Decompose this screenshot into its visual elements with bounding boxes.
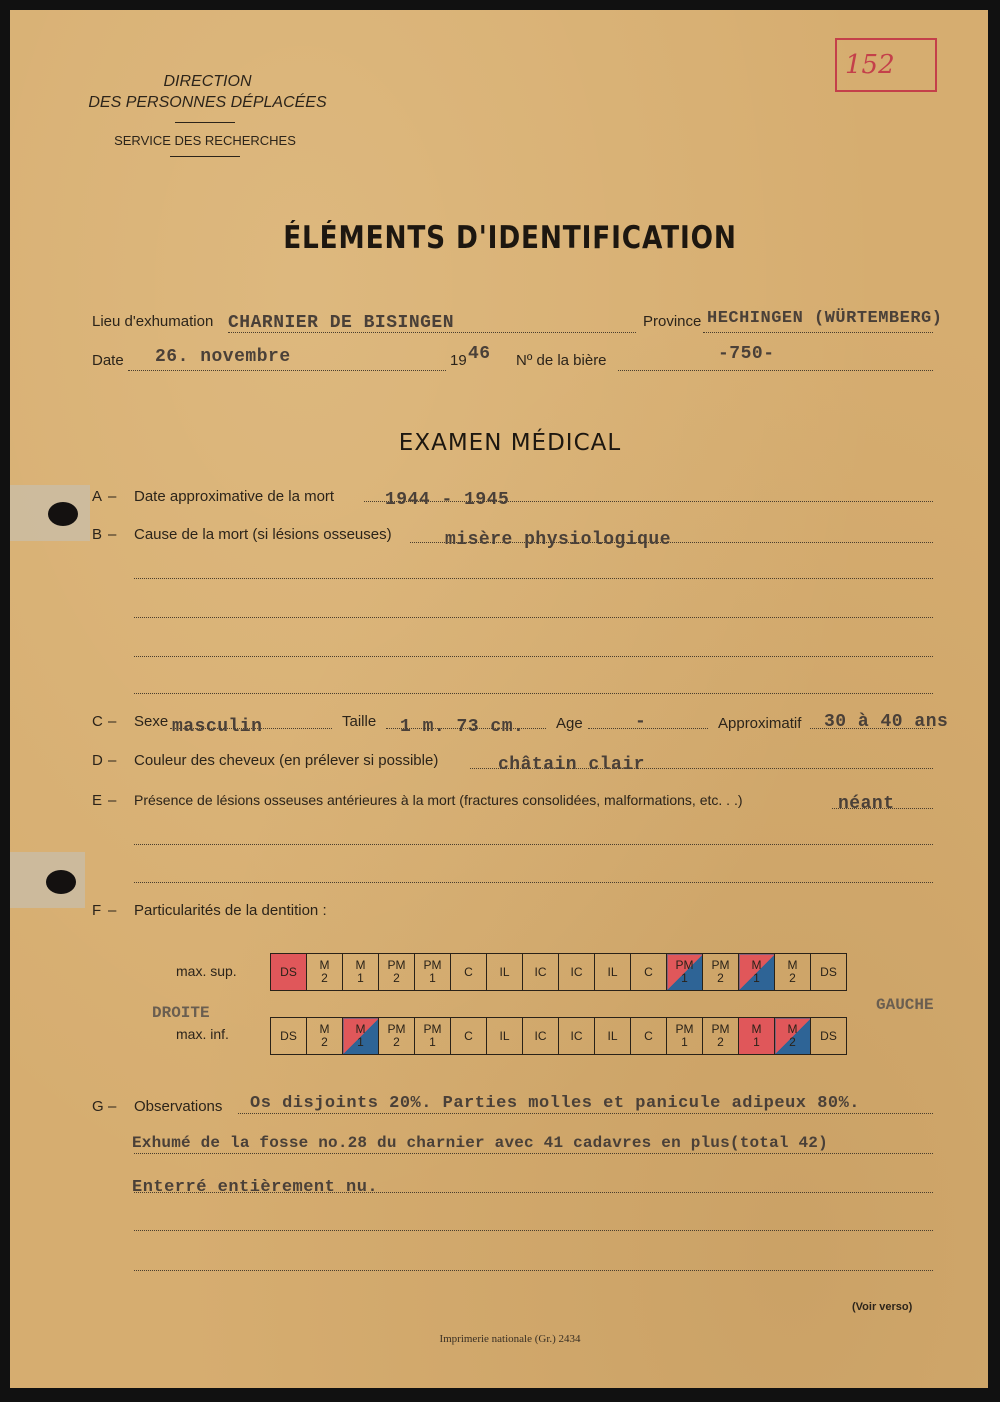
province-value: HECHINGEN (WÜRTEMBERG) [707, 309, 943, 328]
voir-verso: (Voir verso) [852, 1301, 913, 1313]
service-label: SERVICE DES RECHERCHES [114, 133, 296, 148]
section-b-value: misère physiologique [445, 530, 672, 550]
tooth-label: DS [280, 1028, 297, 1043]
tooth-label: PM [711, 958, 730, 972]
section-b-letter: B [92, 526, 103, 543]
tooth-label: DS [820, 964, 837, 979]
lower-tooth-cell [595, 1018, 631, 1055]
tooth-number: 1 [753, 971, 760, 985]
file-number: 152 [845, 50, 895, 80]
lower-tooth-cell [739, 1018, 775, 1055]
date-value: 26. novembre [155, 347, 291, 367]
tooth-label: IL [499, 964, 510, 979]
section-e-label: Présence de lésions osseuses antérieures à la mort (fractures consolidées, malformations, etc. . .) [134, 792, 743, 808]
lower-tooth-cell [523, 1018, 559, 1055]
exam-title: EXAMEN MÉDICAL [398, 430, 622, 456]
section-a-dash: – [108, 488, 117, 505]
section-f-dash: – [108, 902, 117, 919]
tooth-label: IL [499, 1028, 510, 1043]
punch-hole-bottom [46, 870, 76, 894]
tooth-label: C [644, 1028, 653, 1043]
tooth-label: IC [570, 1028, 583, 1043]
lieu-label: Lieu d'exhumation [92, 313, 214, 330]
upper-tooth-cell [523, 954, 559, 991]
upper-tooth-cell [379, 954, 415, 991]
section-e-extra-line-1 [134, 844, 933, 845]
age-label: Age [556, 715, 583, 732]
province-label: Province [643, 313, 702, 330]
tooth-label: IC [534, 1028, 547, 1043]
org-line1: DIRECTION [163, 73, 252, 90]
section-d-letter: D [92, 752, 103, 769]
age-value: - [635, 712, 647, 732]
taille-value: 1 m. 73 cm. [400, 717, 525, 737]
tooth-number: 2 [321, 971, 328, 985]
tooth-label: M [751, 958, 762, 972]
lower-tooth-cell [379, 1018, 415, 1055]
upper-tooth-cell [343, 954, 379, 991]
upper-tooth-cell [487, 954, 523, 991]
tooth-label: PM [675, 958, 694, 972]
observation-line-3: Enterré entièrement nu. [132, 1178, 379, 1197]
biere-line [618, 370, 933, 371]
section-c-dash: – [108, 713, 117, 730]
section-e-value: néant [838, 794, 895, 814]
year-prefix: 19 [450, 352, 467, 369]
section-b-extra-line-1 [134, 578, 933, 579]
observation-line-1: Os disjoints 20%. Parties molles et panicule adipeux 80%. [250, 1094, 860, 1113]
imprint: Imprimerie nationale (Gr.) 2434 [439, 1333, 581, 1345]
sexe-label: Sexe [134, 713, 169, 730]
tooth-number: 2 [393, 971, 400, 985]
tooth-label: IL [607, 964, 618, 979]
header-rule [175, 122, 235, 123]
upper-tooth-cell [811, 954, 847, 991]
section-b-extra-line-2 [134, 617, 933, 618]
upper-tooth-cell [667, 954, 703, 991]
tooth-label: PM [387, 1022, 406, 1036]
section-g-dash: – [108, 1098, 117, 1115]
upper-tooth-cell [775, 954, 811, 991]
tooth-number: 1 [681, 971, 688, 985]
section-e-letter: E [92, 792, 103, 809]
tooth-label: C [464, 964, 473, 979]
tooth-label: C [644, 964, 653, 979]
section-b-extra-line-3 [134, 656, 933, 657]
upper-teeth-chart [270, 953, 847, 991]
lower-tooth-cell [487, 1018, 523, 1055]
tooth-label: IC [534, 964, 547, 979]
upper-tooth-cell [451, 954, 487, 991]
tooth-label: PM [711, 1022, 730, 1036]
date-label: Date [92, 352, 124, 369]
tooth-label: M [319, 958, 330, 972]
section-c-letter: C [92, 713, 103, 730]
section-g-line-4 [134, 1230, 933, 1231]
approx-value: 30 à 40 ans [824, 712, 949, 732]
tooth-number: 2 [321, 1035, 328, 1049]
biere-value: -750- [718, 344, 775, 364]
lower-tooth-cell [343, 1018, 379, 1055]
section-g-line-1 [238, 1113, 933, 1114]
section-d-label: Couleur des cheveux (en prélever si possible) [134, 752, 439, 769]
age-line [588, 728, 708, 729]
section-d-dash: – [108, 752, 117, 769]
max-inf-label: max. inf. [176, 1026, 229, 1042]
lower-tooth-cell [451, 1018, 487, 1055]
tooth-label: C [464, 1028, 473, 1043]
upper-tooth-cell [307, 954, 343, 991]
tooth-label: PM [423, 958, 442, 972]
upper-tooth-cell [415, 954, 451, 991]
date-line [128, 370, 446, 371]
upper-tooth-cell [271, 954, 307, 991]
org-line2: DES PERSONNES DÉPLACÉES [88, 94, 327, 111]
lower-tooth-cell [559, 1018, 595, 1055]
section-d-value: châtain clair [498, 755, 645, 775]
upper-tooth-cell [559, 954, 595, 991]
tooth-number: 1 [357, 971, 364, 985]
tooth-number: 1 [429, 971, 436, 985]
tooth-number: 2 [717, 971, 724, 985]
tooth-label: DS [820, 1028, 837, 1043]
sexe-value: masculin [172, 717, 263, 737]
section-e-dash: – [108, 792, 117, 809]
tooth-label: M [751, 1022, 762, 1036]
lower-teeth-chart [270, 1017, 847, 1055]
tooth-label: M [355, 1022, 366, 1036]
section-a-letter: A [92, 488, 103, 505]
tooth-label: DS [280, 964, 297, 979]
lower-tooth-cell [667, 1018, 703, 1055]
lower-tooth-cell [631, 1018, 667, 1055]
section-g-line-5 [134, 1270, 933, 1271]
section-b-extra-line-4 [134, 693, 933, 694]
upper-tooth-cell [595, 954, 631, 991]
file-number-stamp [835, 38, 937, 92]
tooth-label: IL [607, 1028, 618, 1043]
tooth-number: 1 [429, 1035, 436, 1049]
tooth-number: 2 [717, 1035, 724, 1049]
section-g-label: Observations [134, 1098, 223, 1115]
tooth-label: IC [570, 964, 583, 979]
tooth-number: 2 [789, 1035, 796, 1049]
section-b-label: Cause de la mort (si lésions osseuses) [134, 526, 392, 543]
upper-tooth-cell [703, 954, 739, 991]
form-page [10, 10, 988, 1388]
section-e-extra-line-2 [134, 882, 933, 883]
section-a-value: 1944 - 1945 [385, 490, 510, 510]
tooth-label: PM [387, 958, 406, 972]
approx-label: Approximatif [718, 715, 802, 732]
observation-line-2: Exhumé de la fosse no.28 du charnier avec 41 cadavres en plus(total 42) [132, 1134, 828, 1152]
section-a-label: Date approximative de la mort [134, 488, 335, 505]
taille-label: Taille [342, 713, 377, 730]
max-sup-label: max. sup. [176, 963, 237, 979]
gauche-label: GAUCHE [876, 996, 934, 1014]
tooth-number: 2 [393, 1035, 400, 1049]
tooth-number: 2 [789, 971, 796, 985]
tooth-label: PM [423, 1022, 442, 1036]
service-rule [170, 156, 240, 157]
section-f-letter: F [92, 902, 102, 919]
lower-tooth-cell [775, 1018, 811, 1055]
lower-tooth-cell [415, 1018, 451, 1055]
section-b-dash: – [108, 526, 117, 543]
tooth-label: M [787, 1022, 798, 1036]
tooth-label: M [787, 958, 798, 972]
biere-label: Nº de la bière [516, 352, 607, 369]
upper-tooth-cell [631, 954, 667, 991]
lower-tooth-cell [271, 1018, 307, 1055]
section-g-letter: G [92, 1098, 104, 1115]
page-title: ÉLÉMENTS D'IDENTIFICATION [283, 220, 737, 256]
tooth-label: M [319, 1022, 330, 1036]
tooth-label: PM [675, 1022, 694, 1036]
lieu-value: CHARNIER DE BISINGEN [228, 313, 455, 333]
lower-tooth-cell [703, 1018, 739, 1055]
upper-tooth-cell [739, 954, 775, 991]
section-f-label: Particularités de la dentition : [134, 902, 327, 919]
tooth-number: 1 [753, 1035, 760, 1049]
tooth-number: 1 [357, 1035, 364, 1049]
year-value: 46 [468, 344, 491, 364]
section-g-line-2 [134, 1153, 933, 1154]
province-line [703, 332, 933, 333]
tooth-label: M [355, 958, 366, 972]
lower-tooth-cell [307, 1018, 343, 1055]
lower-tooth-cell [811, 1018, 847, 1055]
tooth-number: 1 [681, 1035, 688, 1049]
droite-label: DROITE [152, 1004, 210, 1022]
punch-hole-top [48, 502, 78, 526]
